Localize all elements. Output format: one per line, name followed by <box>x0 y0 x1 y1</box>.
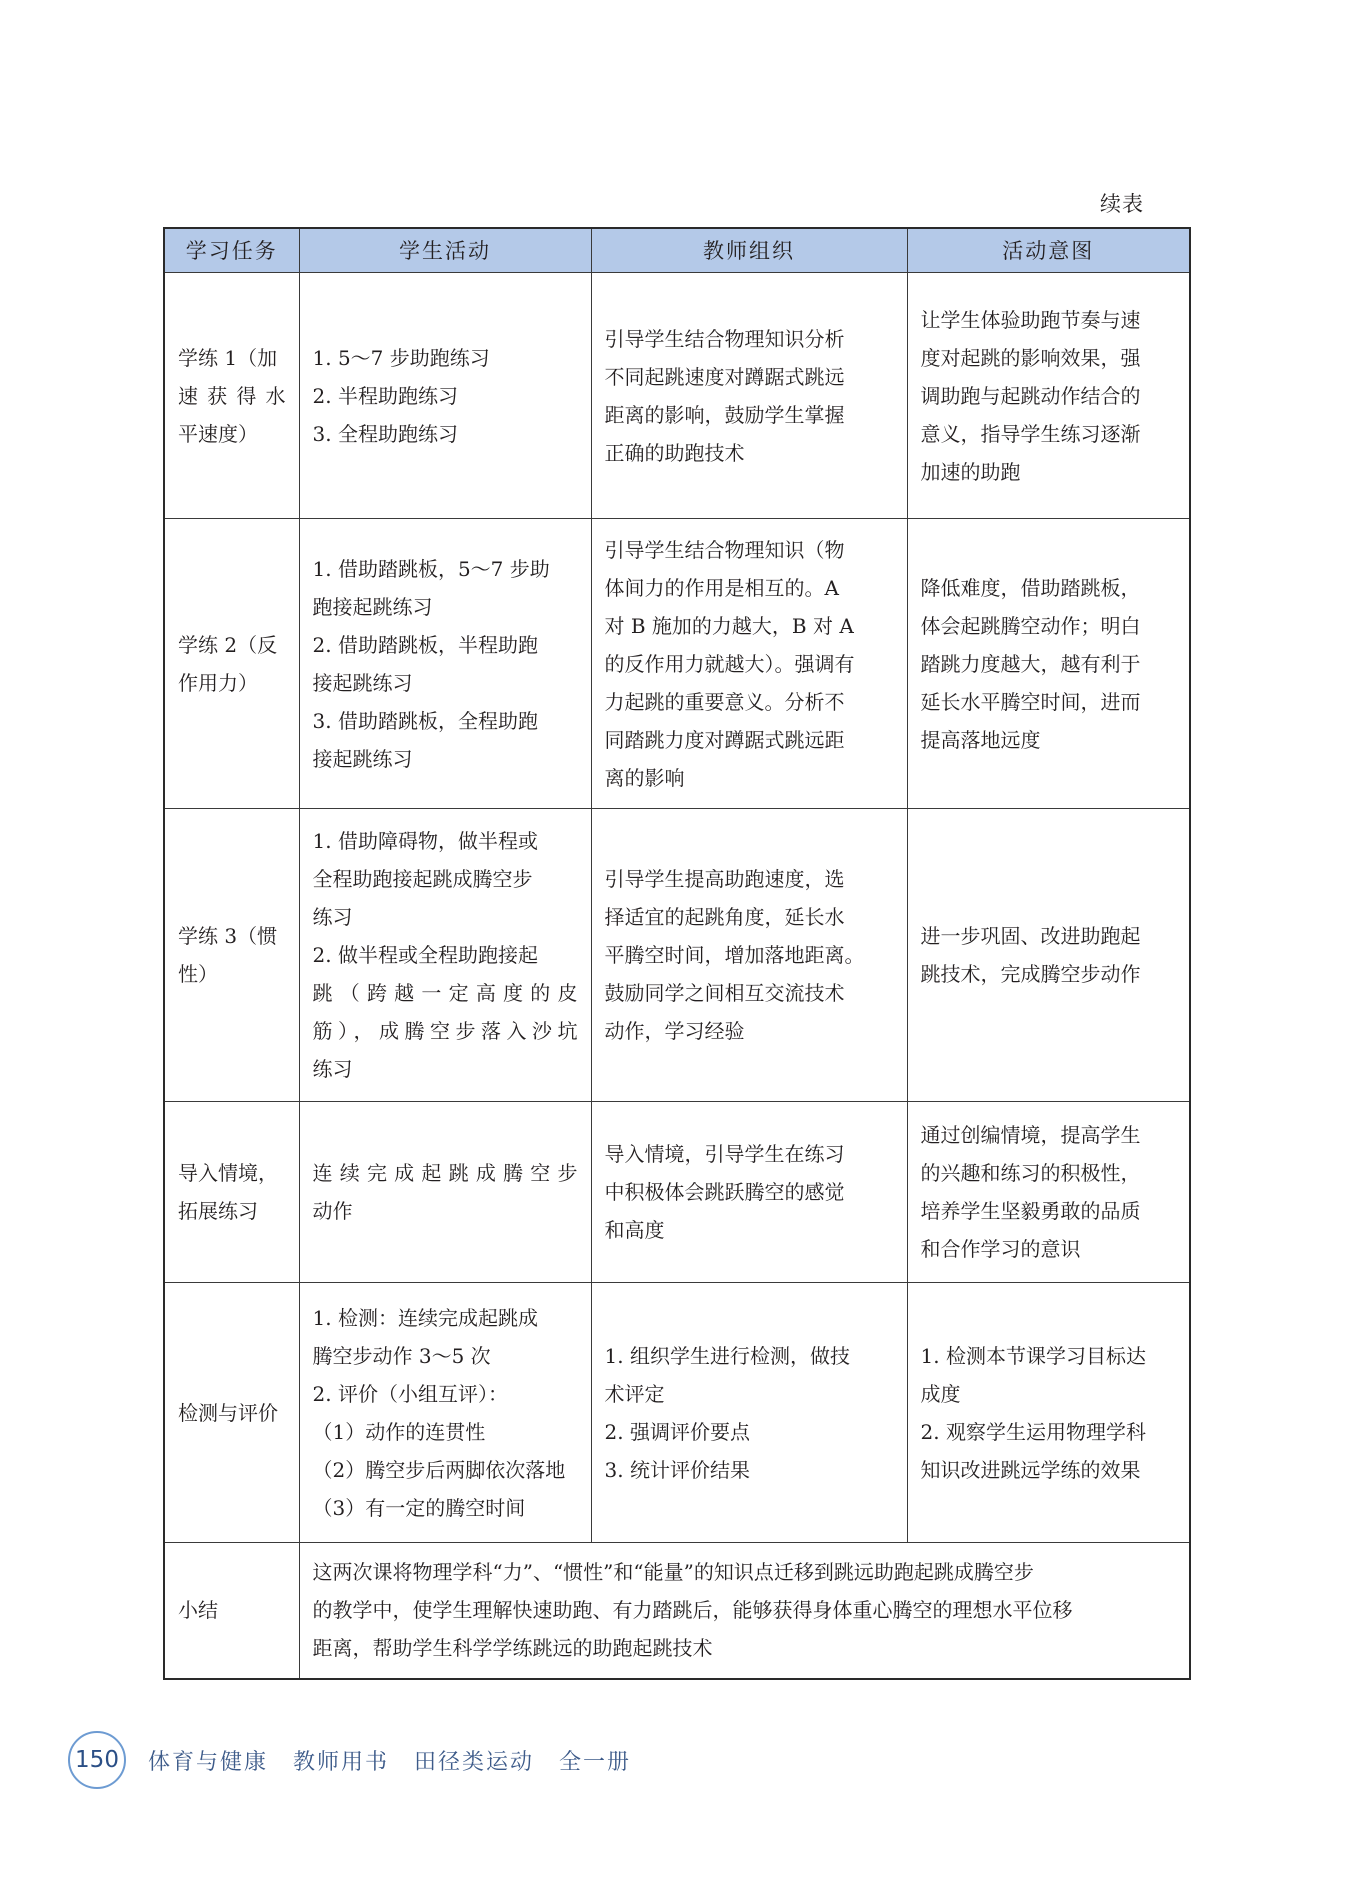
header-activity-intent: 活动意图 <box>907 228 1190 273</box>
teacher-line: 离的影响 <box>604 765 685 790</box>
continued-table-label: 续表 <box>1100 192 1144 216</box>
teacher-line: 引导学生结合物理知识分析 <box>604 326 845 351</box>
task-cell <box>164 273 299 519</box>
teacher-cell <box>591 1283 907 1543</box>
intent-line: 度对起跳的影响效果，强 <box>920 345 1141 370</box>
activity-cell <box>299 519 591 809</box>
teacher-cell <box>591 519 907 809</box>
summary-line: 这两次课将物理学科“力”、“惯性”和“能量”的知识点迁移到跳远助跑起跳成腾空步 <box>312 1560 1034 1585</box>
activity-line: 1. 5～7 步助跑练习 <box>312 345 490 370</box>
activity-line: 3. 借助踏跳板，全程助跑 <box>312 708 538 733</box>
summary-text-cell <box>299 1543 1190 1679</box>
task-cell <box>164 519 299 809</box>
activity-line: （2）腾空步后两脚依次落地 <box>312 1457 566 1482</box>
task-line: 速 获 得 水 <box>178 383 286 408</box>
table-row <box>164 519 1190 809</box>
task-line: 学练 1（加 <box>178 345 278 370</box>
activity-line: 2. 借助踏跳板，半程助跑 <box>312 632 538 657</box>
header-task: 学习任务 <box>164 228 299 273</box>
summary-row <box>164 1543 1190 1679</box>
intent-line: 提高落地远度 <box>920 727 1041 752</box>
activity-line: 接起跳练习 <box>312 746 413 771</box>
summary-label: 小结 <box>178 1598 218 1623</box>
intent-line: 体会起跳腾空动作；明白 <box>920 613 1141 638</box>
teacher-line: 的反作用力就越大）。强调有 <box>604 651 855 676</box>
activity-line: 2. 做半程或全程助跑接起 <box>312 943 538 967</box>
activity-line: 筋），成腾空步落入沙坑 <box>312 1019 578 1043</box>
intent-line: 的兴趣和练习的积极性， <box>920 1161 1141 1185</box>
intent-line: 和合作学习的意识 <box>920 1237 1081 1261</box>
activity-line: （3）有一定的腾空时间 <box>312 1495 526 1520</box>
header-teacher-organization: 教师组织 <box>591 228 907 273</box>
task-line: 作用力） <box>178 670 258 695</box>
activity-line: 2. 评价（小组互评）： <box>312 1381 508 1406</box>
task-line: 学练 3（惯 <box>178 924 278 948</box>
activity-line: 练习 <box>312 905 353 929</box>
page-number: 150 <box>68 1731 126 1789</box>
teacher-line: 不同起跳速度对蹲踞式跳远 <box>604 364 845 389</box>
intent-line: 跳技术，完成腾空步动作 <box>920 962 1141 986</box>
activity-line: 1. 借助踏跳板，5～7 步助 <box>312 556 550 581</box>
activity-line: （1）动作的连贯性 <box>312 1419 486 1444</box>
teacher-line: 引导学生结合物理知识（物 <box>604 537 845 562</box>
summary-label-cell <box>164 1543 299 1679</box>
teacher-line: 同踏跳力度对蹲踞式跳远距 <box>604 727 845 752</box>
intent-line: 让学生体验助跑节奏与速 <box>920 307 1141 332</box>
intent-line: 通过创编情境，提高学生 <box>920 1123 1141 1147</box>
header-student-activity: 学生活动 <box>299 228 591 273</box>
intent-line: 加速的助跑 <box>920 459 1021 484</box>
activity-cell <box>299 273 591 519</box>
teacher-line: 和高度 <box>604 1218 665 1242</box>
activity-line: 腾空步动作 3～5 次 <box>312 1343 491 1368</box>
intent-line: 进一步巩固、改进助跑起 <box>920 924 1141 948</box>
table-header-row <box>164 228 1190 273</box>
intent-line: 成度 <box>920 1381 961 1406</box>
activity-line: 动作 <box>312 1199 353 1223</box>
teacher-line: 平腾空时间，增加落地距离。 <box>604 943 865 967</box>
activity-cell <box>299 809 591 1102</box>
intent-line: 培养学生坚毅勇敢的品质 <box>920 1199 1141 1223</box>
activity-line: 2. 半程助跑练习 <box>312 383 458 408</box>
summary-line: 的教学中，使学生理解快速助跑、有力踏跳后，能够获得身体重心腾空的理想水平位移 <box>312 1598 1073 1623</box>
teacher-line: 体间力的作用是相互的。A <box>604 575 839 600</box>
teacher-line: 力起跳的重要意义。分析不 <box>604 689 845 714</box>
teacher-line: 鼓励同学之间相互交流技术 <box>604 981 845 1005</box>
activity-line: 练习 <box>312 1057 353 1081</box>
activity-line: 全程助跑接起跳成腾空步 <box>312 867 533 891</box>
task-cell <box>164 809 299 1102</box>
activity-line: 接起跳练习 <box>312 670 413 695</box>
activity-line: 1. 借助障碍物，做半程或 <box>312 829 538 853</box>
book-type: 教师用书 <box>293 1749 390 1775</box>
task-line: 导入情境， <box>178 1161 278 1185</box>
teacher-line: 1. 组织学生进行检测，做技 <box>604 1343 850 1368</box>
page-footer <box>68 1730 647 1790</box>
task-line: 平速度） <box>178 421 258 446</box>
activity-cell <box>299 1102 591 1283</box>
teacher-line: 引导学生提高助跑速度，选 <box>604 867 845 891</box>
teacher-line: 对 B 施加的力越大，B 对 A <box>604 613 854 638</box>
intent-cell <box>907 1283 1190 1543</box>
activity-cell <box>299 1283 591 1543</box>
activity-line: 跳（跨越一定高度的皮 <box>312 981 578 1005</box>
intent-cell <box>907 1102 1190 1283</box>
intent-cell <box>907 809 1190 1102</box>
intent-line: 知识改进跳远学练的效果 <box>920 1457 1141 1482</box>
activity-line: 3. 全程助跑练习 <box>312 421 458 446</box>
summary-line: 距离，帮助学生科学学练跳远的助跑起跳技术 <box>312 1636 713 1661</box>
intent-line: 意义，指导学生练习逐渐 <box>920 421 1141 446</box>
intent-cell <box>907 273 1190 519</box>
table-row <box>164 1283 1190 1543</box>
activity-line: 1. 检测：连续完成起跳成 <box>312 1305 538 1330</box>
book-title: 体育与健康 <box>148 1749 269 1775</box>
teacher-line: 距离的影响，鼓励学生掌握 <box>604 402 845 427</box>
teacher-line: 2. 强调评价要点 <box>604 1419 750 1444</box>
teacher-line: 动作，学习经验 <box>604 1019 745 1043</box>
table-row <box>164 1102 1190 1283</box>
intent-cell <box>907 519 1190 809</box>
table-row <box>164 809 1190 1102</box>
teacher-line: 正确的助跑技术 <box>604 440 745 465</box>
table-row <box>164 273 1190 519</box>
teacher-line: 择适宜的起跳角度，延长水 <box>604 905 845 929</box>
teacher-cell <box>591 1102 907 1283</box>
book-topic: 田径类运动 <box>414 1749 535 1775</box>
task-line: 检测与评价 <box>178 1400 278 1425</box>
intent-line: 延长水平腾空时间，进而 <box>920 689 1141 714</box>
book-volume: 全一册 <box>559 1749 632 1775</box>
teacher-cell <box>591 809 907 1102</box>
intent-line: 2. 观察学生运用物理学科 <box>920 1419 1146 1444</box>
teacher-line: 3. 统计评价结果 <box>604 1457 750 1482</box>
teacher-line: 导入情境，引导学生在练习 <box>604 1142 845 1166</box>
activity-line: 跑接起跳练习 <box>312 594 433 619</box>
intent-line: 1. 检测本节课学习目标达 <box>920 1343 1146 1368</box>
task-cell <box>164 1102 299 1283</box>
teacher-line: 术评定 <box>604 1381 665 1406</box>
task-line: 性） <box>178 962 218 986</box>
task-line: 拓展练习 <box>178 1199 258 1223</box>
intent-line: 踏跳力度越大，越有利于 <box>920 651 1141 676</box>
task-cell <box>164 1283 299 1543</box>
teacher-cell <box>591 273 907 519</box>
intent-line: 调助跑与起跳动作结合的 <box>920 383 1141 408</box>
intent-line: 降低难度，借助踏跳板， <box>920 575 1141 600</box>
lesson-plan-table <box>163 227 1191 1680</box>
book-info <box>148 1745 647 1776</box>
teacher-line: 中积极体会跳跃腾空的感觉 <box>604 1180 845 1204</box>
task-line: 学练 2（反 <box>178 632 278 657</box>
activity-line: 连续完成起跳成腾空步 <box>312 1161 578 1185</box>
